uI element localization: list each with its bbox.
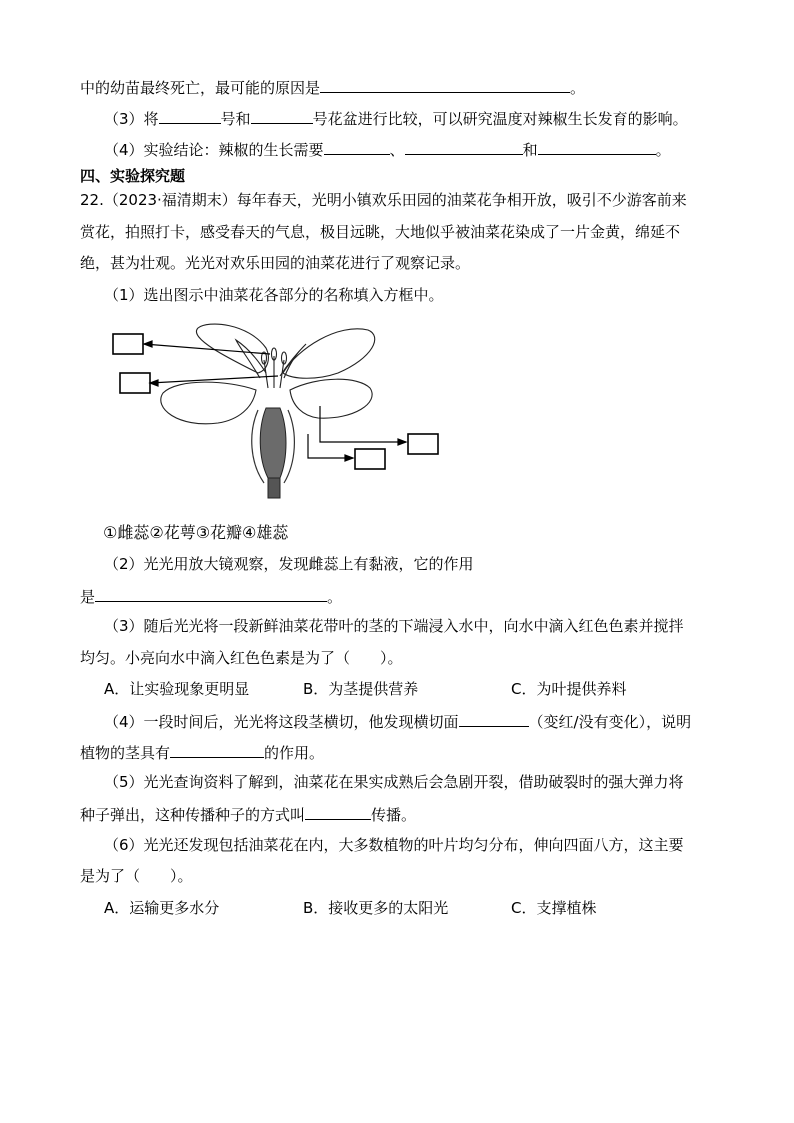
q22-part4-line2 — [80, 741, 324, 763]
q22-p5-text-b: 种子弹出，这种传播种子的方式叫 — [80, 806, 306, 824]
q22-p3-option-b[interactable]: B．为茎提供营养 — [303, 680, 419, 698]
q22-p6-option-b[interactable]: B．接收更多的太阳光 — [303, 899, 449, 917]
q22-part1-text: （1）选出图示中油菜花各部分的名称填入方框中。 — [104, 286, 444, 304]
q21-answer-blank-need1[interactable] — [324, 138, 390, 155]
label-box-3[interactable] — [408, 434, 438, 454]
q21-part3-line — [104, 107, 688, 129]
label-box-1[interactable] — [113, 334, 143, 354]
q22-answer-blank-cross-section[interactable] — [459, 710, 529, 727]
q21-p3-text-c: 号花盆进行比较，可以研究温度对辣椒生长发育的影响。 — [312, 110, 688, 128]
q21-answer-blank-reason[interactable] — [320, 76, 570, 93]
rapeseed-flower-diagram — [108, 318, 448, 508]
q22-part3-line1: （3）随后光光将一段新鲜油菜花带叶的茎的下端浸入水中，向水中滴入红色色素并搅拌 — [104, 617, 684, 635]
q21-answer-blank-pot1[interactable] — [159, 107, 221, 124]
q21-p4-text-b: 、 — [389, 141, 405, 159]
q22-part6-line2: 是为了（ ）。 — [80, 867, 193, 885]
q21-p4-text-a: （4）实验结论：辣椒的生长需要 — [104, 141, 324, 159]
q21-answer-blank-need2[interactable] — [405, 138, 523, 155]
q22-p5-text-c: 传播。 — [371, 806, 417, 824]
q21-cont-suffix: 。 — [570, 79, 586, 97]
q22-p4-text-c: 植物的茎具有 — [80, 744, 171, 762]
q22-p6-option-a[interactable]: A．运输更多水分 — [104, 899, 220, 917]
q22-part6-line1: （6）光光还发现包括油菜花在内，大多数植物的叶片均匀分布，伸向四面八方，这主要 — [104, 836, 684, 854]
q22-p2-text-c: 。 — [327, 588, 343, 606]
q22-intro-line-2: 赏花，拍照打卡，感受春天的气息，极目远眺，大地似乎被油菜花染成了一片金黄，绵延不 — [80, 223, 681, 241]
q21-p4-text-c: 和 — [522, 141, 538, 159]
q22-part2-line1: （2）光光用放大镜观察，发现雌蕊上有黏液，它的作用 — [104, 555, 474, 573]
q22-part5-line2 — [80, 803, 416, 825]
q22-p6-option-c[interactable]: C．支撑植株 — [511, 899, 597, 917]
q22-part3-line2: 均匀。小亮向水中滴入红色色素是为了（ ）。 — [80, 649, 403, 667]
q21-p4-text-d: 。 — [655, 141, 671, 159]
q22-answer-blank-function[interactable] — [95, 585, 327, 602]
q22-p3-option-a[interactable]: A．让实验现象更明显 — [104, 680, 250, 698]
section-title: 四、实验探究题 — [80, 167, 186, 185]
q21-cont-prefix: 中的幼苗最终死亡，最可能的原因是 — [80, 79, 321, 97]
q22-intro-line-1: 22.（2023·福清期末）每年春天，光明小镇欢乐田园的油菜花争相开放，吸引不少游客前来 — [80, 191, 687, 209]
q22-part2-line2 — [80, 585, 342, 607]
q22-p4-text-a: （4）一段时间后，光光将这段茎横切，他发现横切面 — [104, 713, 459, 731]
q21-cont-line — [80, 76, 585, 98]
q22-p3-option-c[interactable]: C．为叶提供养料 — [511, 680, 627, 698]
q21-answer-blank-need3[interactable] — [538, 138, 656, 155]
q21-p3-text-b: 号和 — [220, 110, 251, 128]
q21-p3-text-a: （3）将 — [104, 110, 159, 128]
label-box-2[interactable] — [120, 373, 150, 393]
q21-part4-line — [104, 138, 671, 160]
parts-legend: ①雌蕊②花萼③花瓣④雄蕊 — [103, 523, 289, 542]
q22-p2-text-b: 是 — [80, 588, 96, 606]
q22-p4-text-d: 的作用。 — [264, 744, 325, 762]
q22-part5-line1: （5）光光查询资料了解到，油菜花在果实成熟后会急剧开裂，借助破裂时的强大弹力将 — [104, 773, 684, 791]
q21-answer-blank-pot2[interactable] — [251, 107, 313, 124]
q22-p4-text-b: （变红/没有变化），说明 — [528, 713, 692, 731]
label-box-4[interactable] — [355, 449, 385, 469]
q22-answer-blank-stem-function[interactable] — [170, 741, 264, 758]
q22-part4-line1 — [104, 710, 691, 732]
q22-intro-line-3: 绝，甚为壮观。光光对欢乐田园的油菜花进行了观察记录。 — [80, 254, 471, 272]
q22-answer-blank-dispersal[interactable] — [305, 803, 371, 820]
